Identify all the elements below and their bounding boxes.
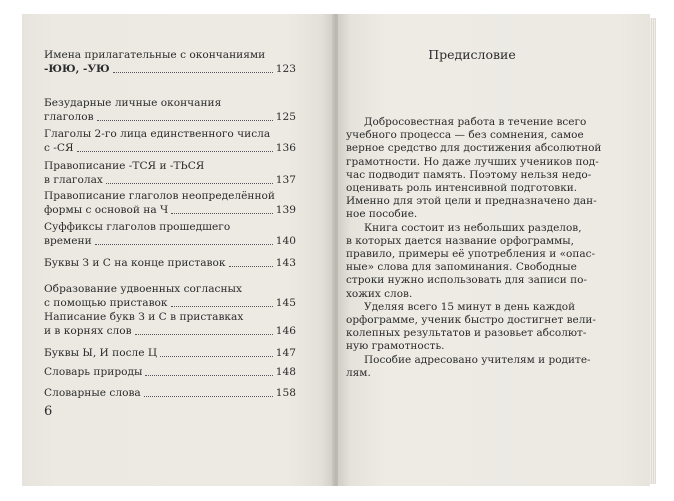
toc-entry-text: -ЮЮ, -УЮ bbox=[44, 63, 110, 75]
page-edge bbox=[650, 18, 656, 484]
preface-line: Книга состоит из небольших разделов, bbox=[364, 221, 582, 234]
toc-entry bbox=[44, 310, 296, 338]
toc-page-number: 140 bbox=[275, 235, 296, 247]
toc-page-number: 137 bbox=[275, 174, 296, 186]
toc-entry-text: Буквы З и С на конце приставок bbox=[44, 257, 226, 269]
toc-entry-text: Глаголы 2-го лица единственного числа bbox=[44, 128, 271, 140]
toc-leader-dots bbox=[144, 396, 273, 397]
toc-entry-text: времени bbox=[44, 235, 92, 247]
preface-body bbox=[346, 116, 608, 380]
toc-page-number: 125 bbox=[275, 111, 296, 123]
preface-line: Именно для этой цели и предназначено дан- bbox=[346, 195, 597, 208]
toc-entry-text: в глаголах bbox=[44, 174, 103, 186]
preface-line: верное средство для достижения абсолютной bbox=[346, 142, 602, 155]
preface-paragraph bbox=[346, 222, 608, 301]
preface-line: грамотности. Но даже лучших учеников под- bbox=[346, 155, 599, 168]
toc-leader-dots bbox=[229, 266, 273, 267]
preface-line: Пособие адресовано учителям и родите- bbox=[364, 353, 591, 366]
toc-leader-dots bbox=[77, 151, 273, 152]
toc-entry bbox=[44, 282, 296, 310]
toc-entry-text: глаголов bbox=[44, 111, 94, 123]
toc-page-number: 139 bbox=[275, 204, 296, 216]
preface-line: учебного процесса — без сомнения, самое bbox=[346, 129, 584, 142]
toc-leader-dots bbox=[95, 244, 273, 245]
preface-line: Уделяя всего 15 минут в день каждой bbox=[364, 300, 576, 313]
toc-entry bbox=[44, 127, 296, 155]
preface-title: Предисловие bbox=[428, 47, 516, 62]
preface-line: ную грамотность. bbox=[346, 340, 445, 353]
preface-line: правило, примеры её употребления и «опас- bbox=[346, 248, 596, 261]
preface-line: колепных результатов и разовьет абсолют- bbox=[346, 327, 587, 340]
toc-page-number: 145 bbox=[275, 297, 296, 309]
preface-line: ные» слова для запоминания. Свободные bbox=[346, 261, 577, 274]
toc-entry-text: Имена прилагательные с окончаниями bbox=[44, 49, 266, 61]
preface-paragraph bbox=[346, 301, 608, 354]
toc-entry bbox=[44, 346, 296, 360]
toc-entry-text: Суффиксы глаголов прошедшего bbox=[44, 221, 231, 233]
toc-leader-dots bbox=[171, 213, 273, 214]
toc-leader-dots bbox=[160, 356, 273, 357]
toc-page-number: 146 bbox=[275, 325, 296, 337]
toc-page-number: 158 bbox=[275, 387, 296, 399]
toc-page-number: 123 bbox=[275, 63, 296, 75]
toc-entry bbox=[44, 386, 296, 400]
toc-page-number: 136 bbox=[275, 142, 296, 154]
toc-leader-dots bbox=[145, 375, 272, 376]
toc-leader-dots bbox=[171, 306, 273, 307]
toc-entry-text: Буквы Ы, И после Ц bbox=[44, 347, 158, 359]
toc-leader-dots bbox=[106, 183, 273, 184]
toc-entry-text: и в корнях слов bbox=[44, 325, 132, 337]
toc-entry bbox=[44, 256, 296, 270]
toc-entry-text: формы с основой на Ч bbox=[44, 204, 169, 216]
toc-entry bbox=[44, 96, 296, 124]
preface-line: орфограмме, ученик быстро достигнет вели- bbox=[346, 314, 596, 327]
toc-entry bbox=[44, 220, 296, 248]
preface-line: в которых дается название орфограммы, bbox=[346, 234, 574, 247]
toc-page-number: 147 bbox=[275, 347, 296, 359]
preface-line: хожих слов. bbox=[346, 287, 413, 300]
toc-entry-text: Написание букв З и С в приставках bbox=[44, 311, 244, 323]
preface-line: лям. bbox=[346, 366, 371, 379]
preface-paragraph bbox=[346, 116, 608, 222]
toc-leader-dots bbox=[97, 120, 273, 121]
toc-leader-dots bbox=[113, 72, 273, 73]
toc-entry-text: Правописание -ТСЯ и -ТЬСЯ bbox=[44, 160, 205, 172]
toc-entry-text: Безударные личные окончания bbox=[44, 97, 222, 109]
preface-line: оценивать роль интенсивной подготовки. bbox=[346, 182, 578, 195]
preface-line: час подводит память. Поэтому нельзя недо- bbox=[346, 168, 592, 181]
toc-leader-dots bbox=[135, 334, 273, 335]
toc-page-number: 148 bbox=[275, 366, 296, 378]
toc-page-number: 143 bbox=[275, 257, 296, 269]
toc-entry bbox=[44, 48, 296, 76]
toc-entry-text: с -СЯ bbox=[44, 142, 74, 154]
preface-line: строки нужно использовать для записи по- bbox=[346, 274, 587, 287]
toc-entry bbox=[44, 189, 296, 217]
toc-entry-text: Словарь природы bbox=[44, 366, 143, 378]
preface-line: Добросовестная работа в течение всего bbox=[364, 116, 587, 128]
toc-entry-text: с помощью приставок bbox=[44, 297, 168, 309]
toc-entry-text: Словарные слова bbox=[44, 387, 141, 399]
preface-paragraph bbox=[346, 354, 608, 380]
preface-line: ное пособие. bbox=[346, 208, 418, 221]
page-number: 6 bbox=[44, 404, 53, 419]
left-page bbox=[22, 14, 334, 486]
toc-entry bbox=[44, 365, 296, 379]
toc-entry bbox=[44, 159, 296, 187]
toc-entry-text: Образование удвоенных согласных bbox=[44, 283, 242, 295]
toc-entry-text: Правописание глаголов неопределённой bbox=[44, 190, 275, 202]
